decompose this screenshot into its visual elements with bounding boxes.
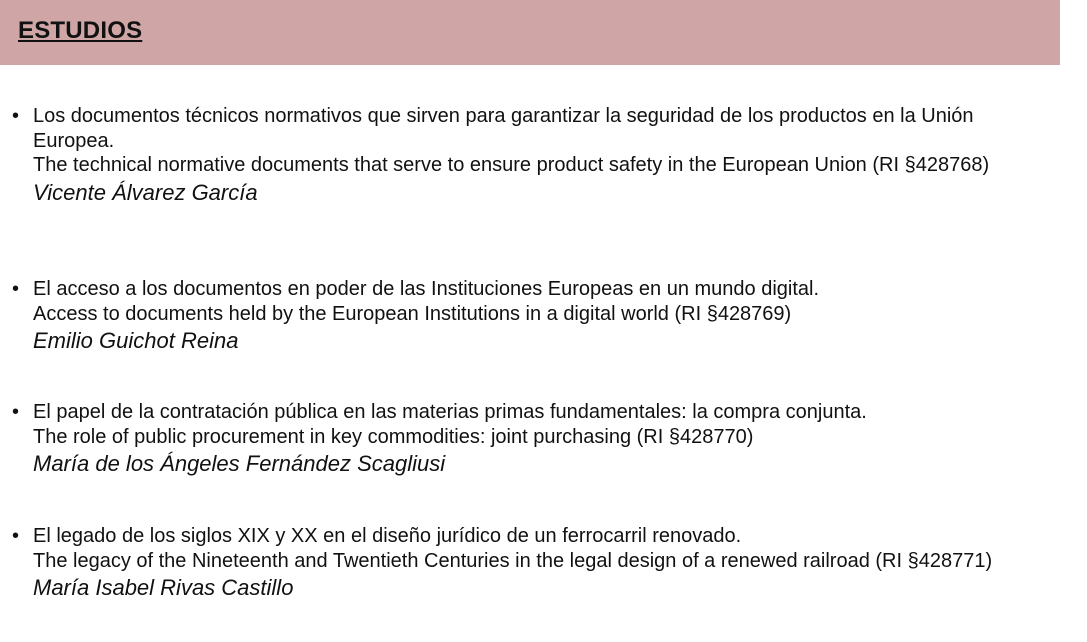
- bullet-icon: •: [12, 525, 20, 547]
- bullet-icon: •: [12, 105, 20, 127]
- entry-title-en[interactable]: The legacy of the Nineteenth and Twentieth Centuries in the legal design of a renewed railroad (RI §428771): [33, 549, 993, 572]
- entry-title-es[interactable]: El papel de la contratación pública en las materias primas fundamentales: la compra conjunta.: [33, 401, 867, 423]
- entry-title-en[interactable]: The role of public procurement in key commodities: joint purchasing (RI §428770): [33, 425, 754, 448]
- section-title: ESTUDIOS: [18, 17, 143, 44]
- entry-author: Emilio Guichot Reina: [33, 328, 239, 353]
- section-header: [0, 0, 1060, 65]
- entry-title-es[interactable]: El legado de los siglos XIX y XX en el diseño jurídico de un ferrocarril renovado.: [33, 525, 742, 547]
- bullet-icon: •: [12, 401, 20, 423]
- entry-author: María Isabel Rivas Castillo: [33, 575, 294, 600]
- entry-author: María de los Ángeles Fernández Scagliusi: [33, 451, 446, 476]
- entry-title-es[interactable]: El acceso a los documentos en poder de las Instituciones Europeas en un mundo digital.: [33, 278, 820, 300]
- entry-author: Vicente Álvarez García: [33, 179, 258, 205]
- list-item: [12, 277, 1028, 354]
- list-item: [12, 400, 1028, 477]
- list-item: [12, 524, 1028, 601]
- list-item: [12, 104, 1028, 206]
- entry-title-en[interactable]: The technical normative documents that serve to ensure product safety in the European Union (RI §428768): [33, 154, 990, 176]
- bullet-icon: •: [12, 278, 20, 300]
- entry-title-es[interactable]: Los documentos técnicos normativos que sirven para garantizar la seguridad de los productos en la Unión Europea.: [33, 105, 974, 152]
- entry-title-en[interactable]: Access to documents held by the European Institutions in a digital world (RI §428769): [33, 302, 792, 325]
